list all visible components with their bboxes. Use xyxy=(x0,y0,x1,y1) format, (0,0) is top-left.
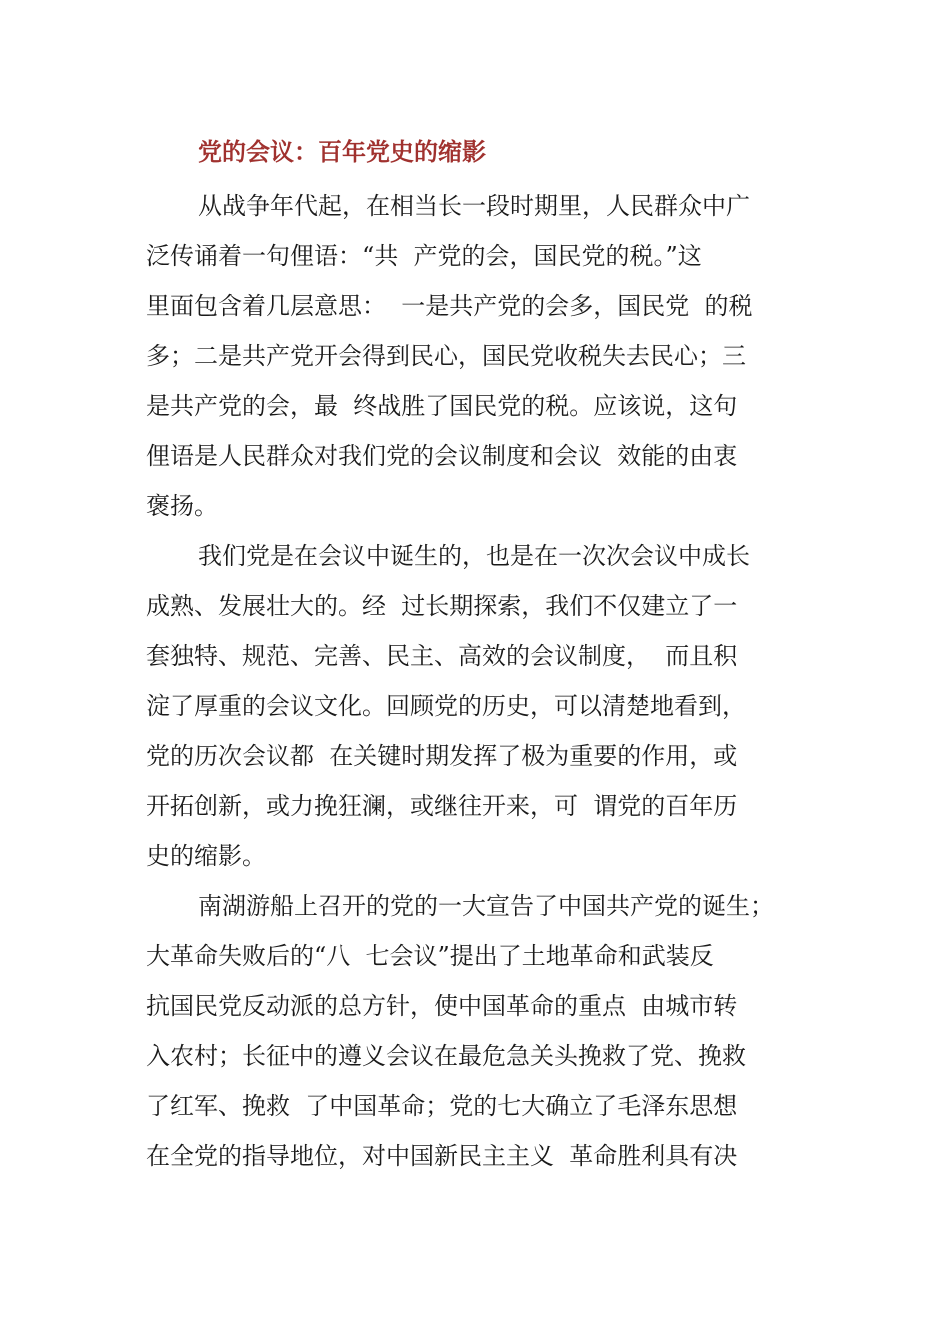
paragraph-2-line-7: 史的缩影。 xyxy=(146,842,266,870)
paragraph-3-line-5: 了红军、挽救 了中国革命；党的七大确立了毛泽东思想 xyxy=(146,1092,738,1120)
paragraph-1-line-7: 褒扬。 xyxy=(146,492,218,520)
paragraph-1-line-2: 泛传诵着一句俚语：“共 产党的会，国民党的税。”这 xyxy=(146,242,702,270)
paragraph-2-line-2: 成熟、发展壮大的。经 过长期探索，我们不仅建立了一 xyxy=(146,592,738,620)
paragraph-1-line-3: 里面包含着几层意思： 一是共产党的会多，国民党 的税 xyxy=(146,292,753,320)
paragraph-2-line-3: 套独特、规范、完善、民主、高效的会议制度， 而且积 xyxy=(146,642,738,670)
paragraph-3-line-3: 抗国民党反动派的总方针，使中国革命的重点 由城市转 xyxy=(146,992,738,1020)
paragraph-1-line-6: 俚语是人民群众对我们党的会议制度和会议 效能的由衷 xyxy=(146,442,738,470)
paragraph-2-line-6: 开拓创新，或力挽狂澜，或继往开来，可 谓党的百年历 xyxy=(146,792,738,820)
paragraph-2-line-4: 淀了厚重的会议文化。回顾党的历史，可以清楚地看到， xyxy=(146,692,746,720)
paragraph-1-line-1: 从战争年代起，在相当长一段时期里，人民群众中广 xyxy=(198,192,750,220)
paragraph-1-line-5: 是共产党的会，最 终战胜了国民党的税。应该说，这句 xyxy=(146,392,738,420)
paragraph-3-line-6: 在全党的指导地位，对中国新民主主义 革命胜利具有决 xyxy=(146,1142,738,1170)
paragraph-3-line-1: 南湖游船上召开的党的一大宣告了中国共产党的诞生； xyxy=(198,892,774,920)
document-title: 党的会议：百年党史的缩影 xyxy=(198,137,486,166)
paragraph-2-line-1: 我们党是在会议中诞生的，也是在一次次会议中成长 xyxy=(198,542,750,570)
paragraph-1-line-4: 多；二是共产党开会得到民心，国民党收税失去民心；三 xyxy=(146,342,746,370)
paragraph-3-line-4: 入农村；长征中的遵义会议在最危急关头挽救了党、挽救 xyxy=(146,1042,746,1070)
paragraph-2-line-5: 党的历次会议都 在关键时期发挥了极为重要的作用，或 xyxy=(146,742,738,770)
paragraph-3-line-2: 大革命失败后的“八 七会议”提出了土地革命和武装反 xyxy=(146,942,714,970)
